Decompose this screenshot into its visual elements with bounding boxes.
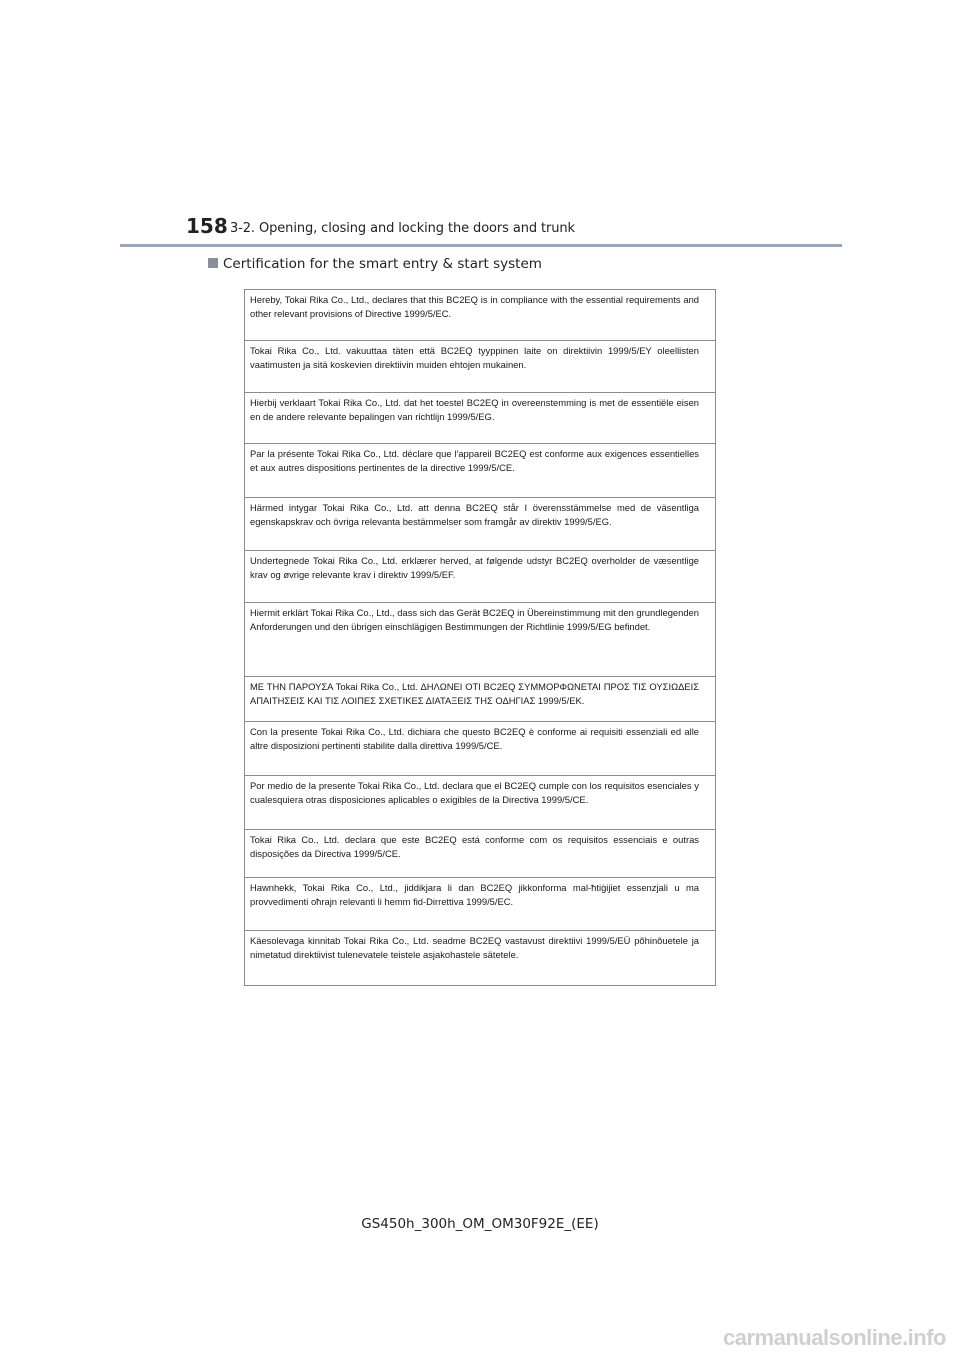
- declaration-row: [245, 551, 715, 603]
- declaration-text: Härmed intygar Tokai Rika Co., Ltd. att denna BC2EQ står I överensstämmelse med de väsentliga egenskapskrav och övriga relevanta bestämmelser som framgår av direktiv 1999/5/EG.: [250, 502, 699, 527]
- section-heading: [208, 256, 542, 272]
- declaration-text: Hierbij verklaart Tokai Rika Co., Ltd. dat het toestel BC2EQ in overeenstemming is met de essentiële eisen en de andere relevante bepalingen van richtlijn 1999/5/EG.: [250, 397, 699, 422]
- watermark: carmanualsonline.info: [723, 1325, 946, 1350]
- declaration-row: [245, 677, 715, 722]
- declaration-text: Tokai Rika Co., Ltd. vakuuttaa täten että BC2EQ tyyppinen laite on direktiivin 1999/5/EY oleellisten vaatimusten ja sitä koskevien direktiivin muiden ehtojen mukainen.: [250, 345, 699, 370]
- declaration-row: [245, 878, 715, 931]
- chapter-title: 3-2. Opening, closing and locking the doors and trunk: [230, 221, 575, 236]
- declaration-text: ΜΕ ΤΗΝ ΠΑΡΟΥΣΑ Tokai Rika Co., Ltd. ΔΗΛΩΝΕΙ ΟΤΙ BC2EQ ΣΥΜΜΟΡΦΩΝΕΤΑΙ ΠΡΟΣ ΤΙΣ ΟΥΣΙΩΔΕΙΣ ΑΠΑΙΤΗΣΕΙΣ ΚΑΙ ΤΙΣ ΛΟΙΠΕΣ ΣΧΕΤΙΚΕΣ ΔΙΑΤΑΞΕΙΣ ΤΗΣ ΟΔΗΓΙΑΣ 1999/5/ΕΚ.: [250, 681, 699, 706]
- square-bullet-icon: [208, 258, 218, 268]
- declaration-text: Hiermit erklärt Tokai Rika Co., Ltd., dass sich das Gerät BC2EQ in Übereinstimmung mit den grundlegenden Anforderungen und den übrigen einschlägigen Bestimmungen der Richtlinie 1999/5/EG befindet.: [250, 607, 699, 632]
- declaration-row: [245, 931, 715, 985]
- declaration-row: [245, 290, 715, 341]
- declaration-text: Tokai Rika Co., Ltd. declara que este BC2EQ está conforme com os requisitos essenciais e outras disposições da Directiva 1999/5/CE.: [250, 834, 699, 859]
- declaration-text: Käesolevaga kinnitab Tokai Rika Co., Ltd. seadme BC2EQ vastavust direktiivi 1999/5/EÜ põhinõuetele ja nimetatud direktiivist tulenevatele teistele asjakohastele sätetele.: [250, 935, 699, 960]
- page-header: [186, 214, 846, 244]
- declaration-text: Undertegnede Tokai Rika Co., Ltd. erklærer herved, at følgende udstyr BC2EQ overholder de væsentlige krav og øvrige relevante krav i direktiv 1999/5/EF.: [250, 555, 699, 580]
- declaration-row: [245, 444, 715, 498]
- declaration-row: [245, 393, 715, 444]
- declaration-row: [245, 498, 715, 551]
- declaration-row: [245, 722, 715, 776]
- declaration-text: Hawnhekk, Tokai Rika Co., Ltd., jiddikjara li dan BC2EQ jikkonforma mal-ħtiġijiet essenzjali u ma provvedimenti oħrajn relevanti li hemm fid-Dirrettiva 1999/5/EC.: [250, 882, 699, 907]
- page-footer: GS450h_300h_OM_OM30F92E_(EE): [361, 1216, 599, 1232]
- declaration-text: Con la presente Tokai Rika Co., Ltd. dichiara che questo BC2EQ è conforme ai requisiti essenziali ed alle altre disposizioni pertinenti stabilite dalla direttiva 1999/5/CE.: [250, 726, 699, 751]
- declaration-text: Hereby, Tokai Rika Co., Ltd., declares that this BC2EQ is in compliance with the essential requirements and other relevant provisions of Directive 1999/5/EC.: [250, 294, 699, 319]
- header-divider: [120, 244, 842, 247]
- declaration-row: [245, 603, 715, 677]
- declaration-text: Par la présente Tokai Rika Co., Ltd. déclare que l'appareil BC2EQ est conforme aux exigences essentielles et aux autres dispositions pertinentes de la directive 1999/5/CE.: [250, 448, 699, 473]
- section-heading-text: Certification for the smart entry & start system: [223, 256, 542, 272]
- declaration-text: Por medio de la presente Tokai Rika Co., Ltd. declara que el BC2EQ cumple con los requisitos esenciales y cualesquiera otras disposiciones aplicables o exigibles de la Directiva 1999/5/CE.: [250, 780, 699, 805]
- page-number: 158: [186, 214, 228, 238]
- declaration-row: [245, 830, 715, 878]
- certification-table: [244, 289, 716, 986]
- declaration-row: [245, 341, 715, 393]
- declaration-row: [245, 776, 715, 830]
